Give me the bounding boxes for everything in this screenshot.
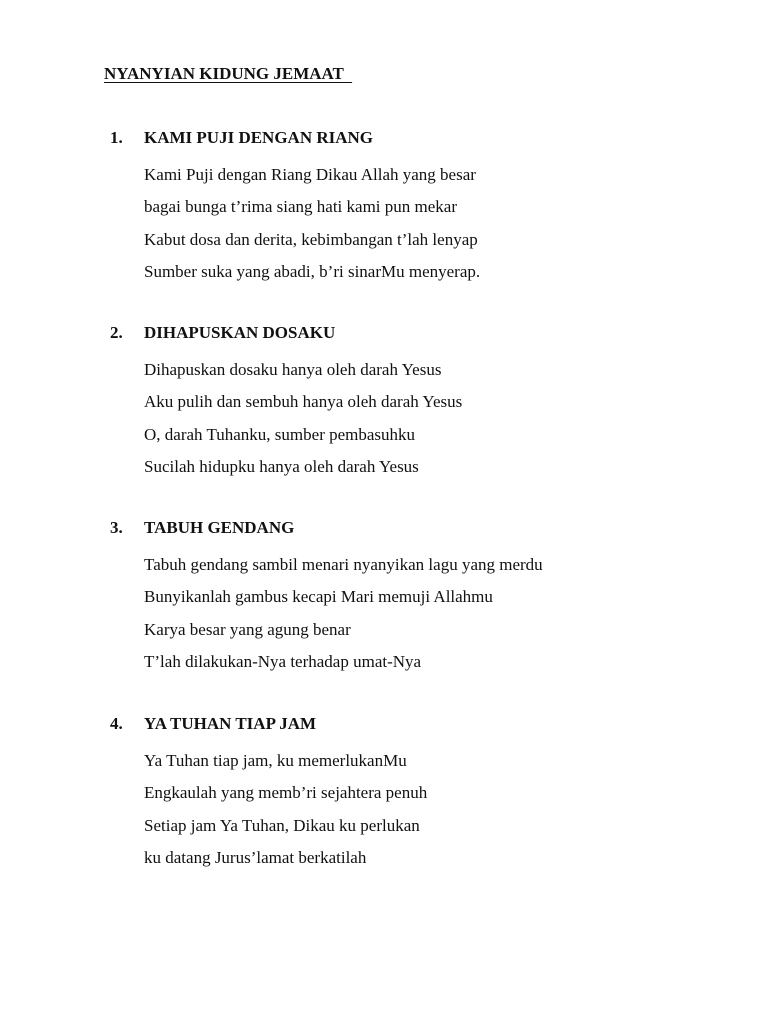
lyric-line: Kami Puji dengan Riang Dikau Allah yang besar xyxy=(144,164,476,184)
song-title: TABUH GENDANG xyxy=(144,518,295,537)
lyric-line: Sumber suka yang abadi, b’ri sinarMu menyerap. xyxy=(144,262,481,281)
song-heading xyxy=(110,321,750,345)
song-number: 3. xyxy=(110,518,123,537)
lyric-line: Dihapuskan dosaku hanya oleh darah Yesus xyxy=(144,359,442,379)
lyric-line: Ya Tuhan tiap jam, ku memerlukanMu xyxy=(144,750,407,770)
song-number: 1. xyxy=(110,128,123,147)
song-heading xyxy=(110,712,750,736)
lyric-lines xyxy=(144,745,427,875)
song-number: 4. xyxy=(110,714,123,733)
song-heading xyxy=(110,516,750,540)
page-title: NYANYIAN KIDUNG JEMAAT xyxy=(104,64,353,83)
song-number: 2. xyxy=(110,323,123,342)
lyric-lines xyxy=(144,159,480,289)
lyric-line: O, darah Tuhanku, sumber pembasuhku xyxy=(144,424,416,444)
song-title: YA TUHAN TIAP JAM xyxy=(144,714,317,733)
lyric-line: Karya besar yang agung benar xyxy=(144,619,351,639)
song-2 xyxy=(110,321,750,476)
lyric-lines xyxy=(144,354,462,484)
lyric-line: Tabuh gendang sambil menari nyanyikan lagu yang merdu xyxy=(144,554,543,574)
lyric-line: Setiap jam Ya Tuhan, Dikau ku perlukan xyxy=(144,815,420,835)
song-title: DIHAPUSKAN DOSAKU xyxy=(144,323,336,342)
lyric-line: Sucilah hidupku hanya oleh darah Yesus xyxy=(144,457,419,476)
lyric-line: T’lah dilakukan-Nya terhadap umat-Nya xyxy=(144,652,422,671)
lyric-line: Bunyikanlah gambus kecapi Mari memuji Allahmu xyxy=(144,587,493,606)
song-heading xyxy=(110,126,750,150)
song-4 xyxy=(110,712,750,867)
song-3 xyxy=(110,516,750,671)
lyric-line: Kabut dosa dan derita, kebimbangan t’lah lenyap xyxy=(144,229,478,249)
lyric-lines xyxy=(144,549,543,679)
song-title: KAMI PUJI DENGAN RIANG xyxy=(144,128,374,147)
lyric-line: Engkaulah yang memb’ri sejahtera penuh xyxy=(144,783,428,802)
lyric-line: bagai bunga t’rima siang hati kami pun mekar xyxy=(144,197,457,216)
lyric-line: Aku pulih dan sembuh hanya oleh darah Yesus xyxy=(144,392,463,411)
song-1 xyxy=(110,126,750,281)
lyric-line: ku datang Jurus’lamat berkatilah xyxy=(144,848,367,867)
